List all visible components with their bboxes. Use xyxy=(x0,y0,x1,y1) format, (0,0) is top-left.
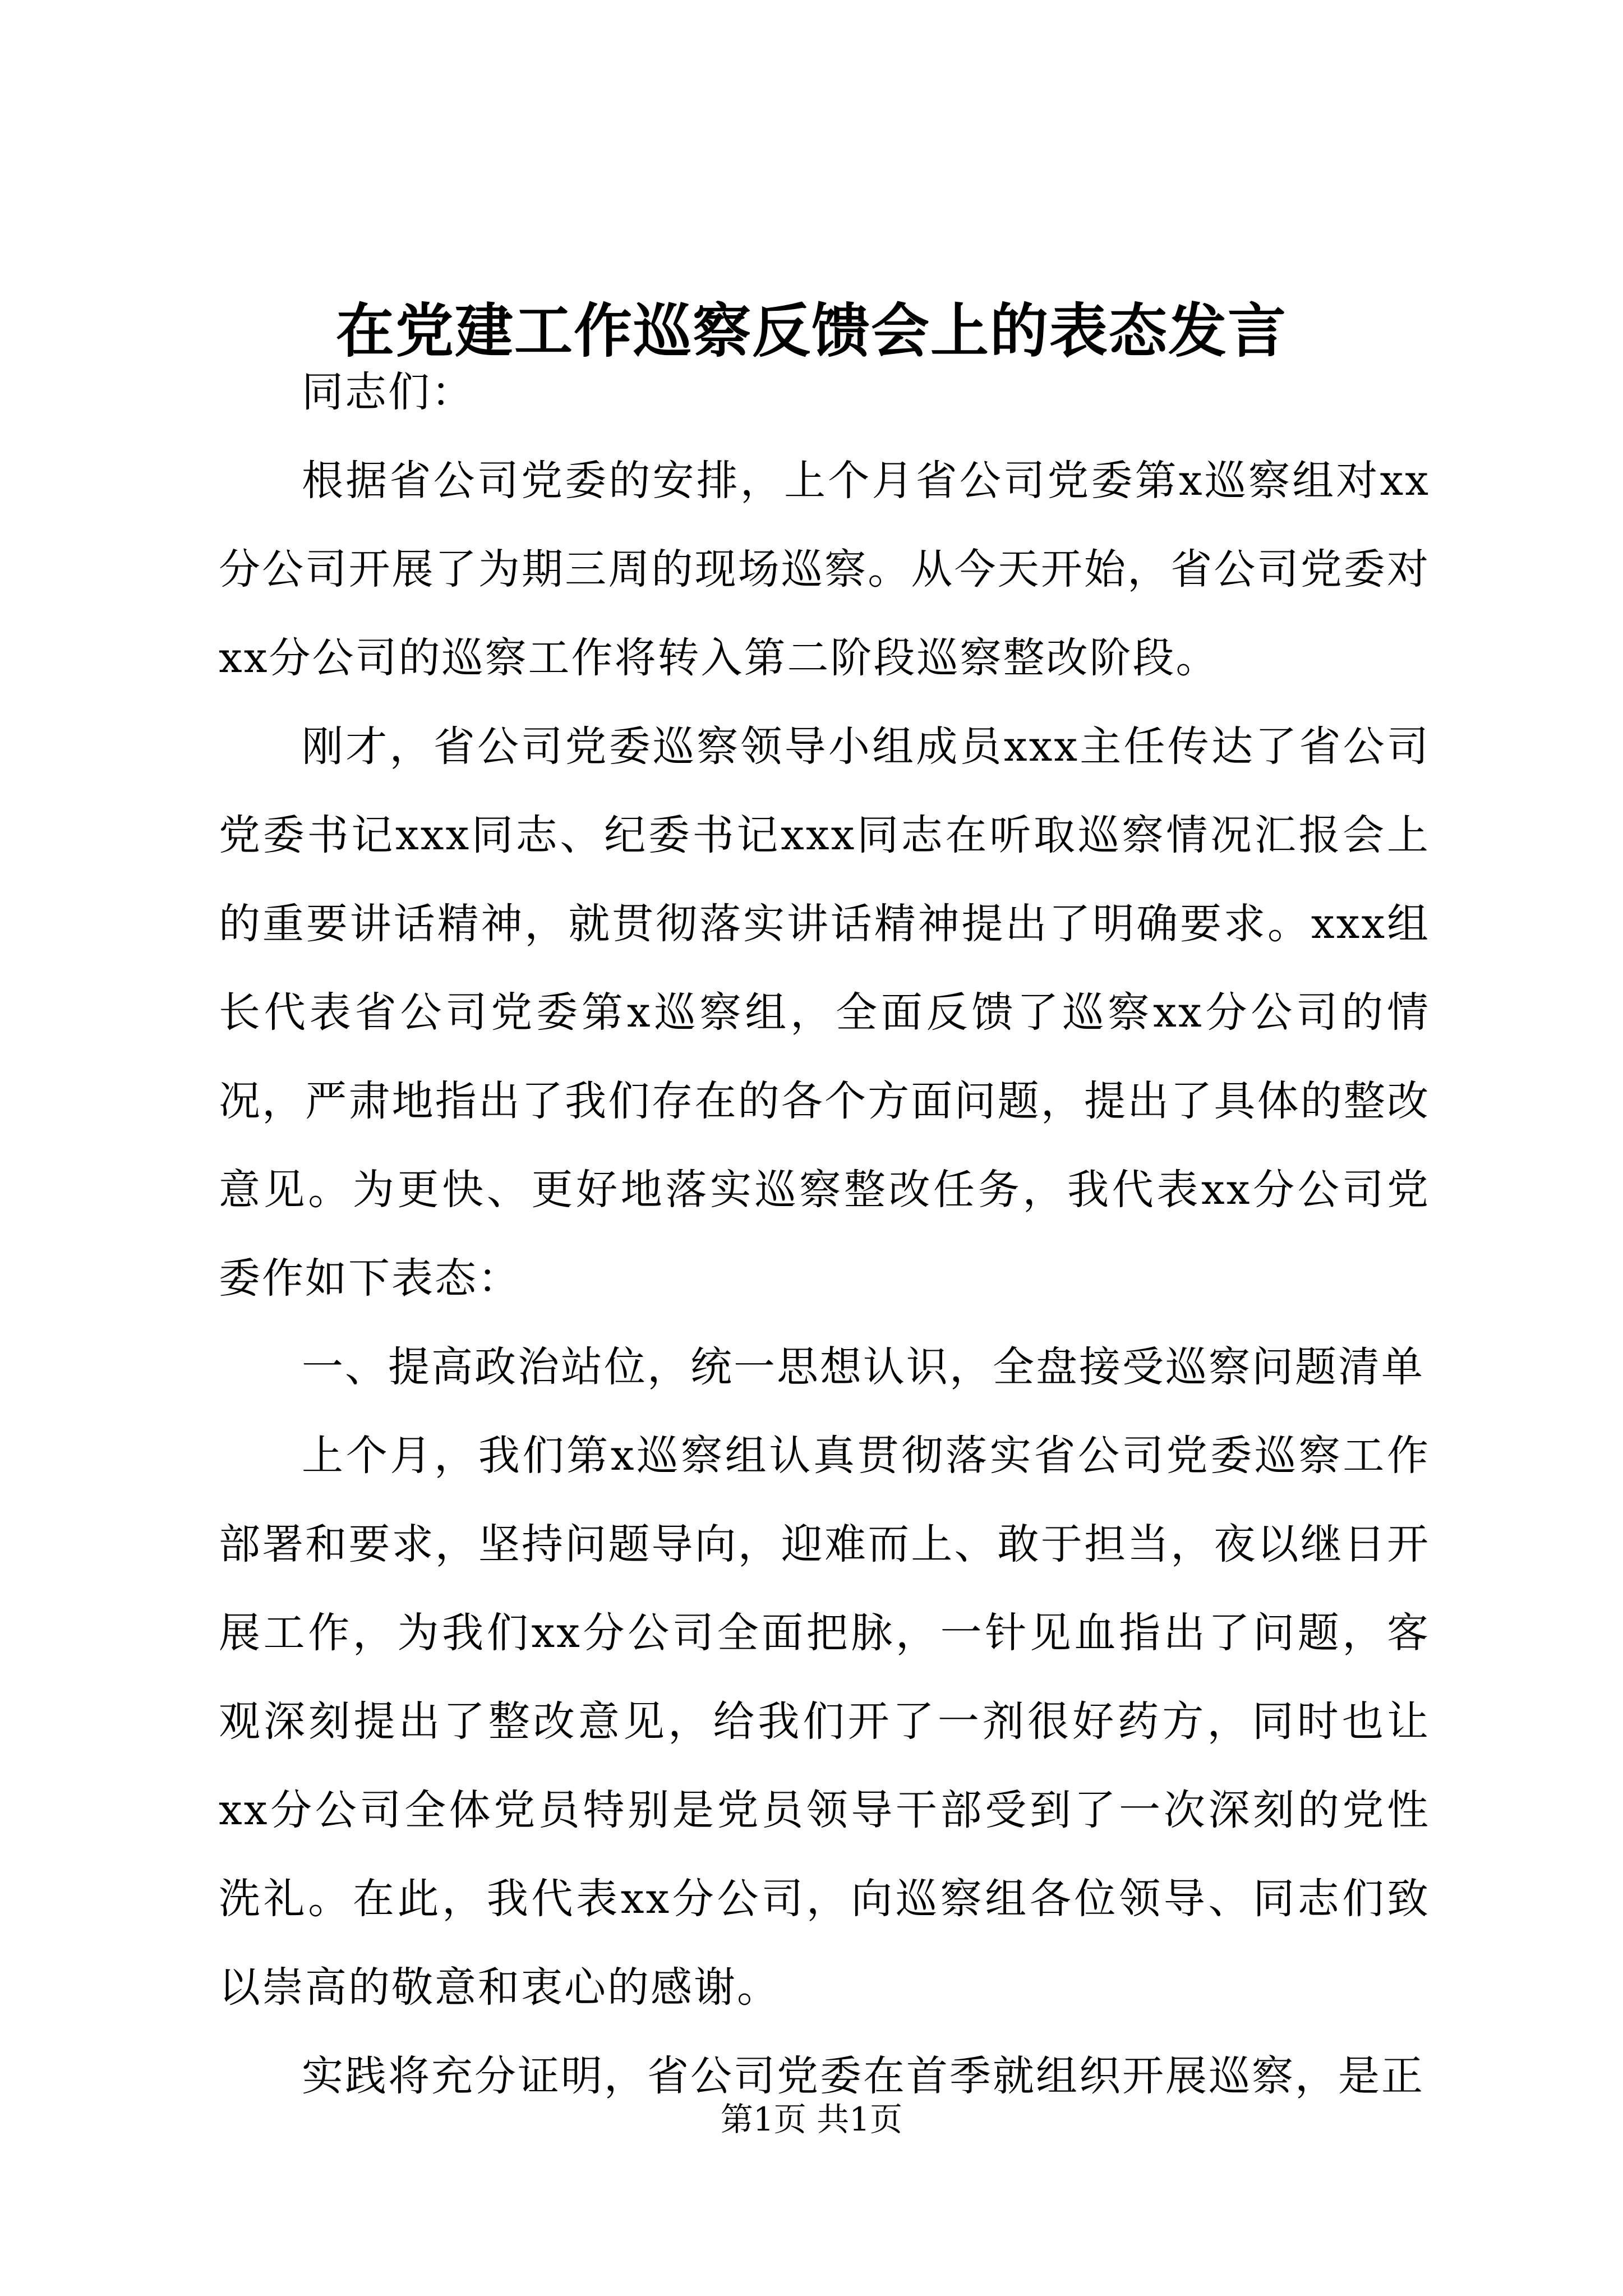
paragraph-2: 刚才，省公司党委巡察领导小组成员xxx主任传达了省公司党委书记xxx同志、纪委书记xxx同志在听取巡察情况汇报会上的重要讲话精神，就贯彻落实讲话精神提出了明确要求。xxx组长代表省公司党委第x巡察组，全面反馈了巡察xx分公司的情况，严肃地指出了我们存在的各个方面问题，提出了具体的整改意见。为更快、更好地落实巡察整改任务，我代表xx分公司党委作如下表态： xyxy=(219,723,1430,1303)
paragraph-salutation: 同志们： xyxy=(302,368,474,416)
section-heading-1: 一、提高政治站位，统一思想认识，全盘接受巡察问题清单 xyxy=(302,1343,1424,1391)
paragraph-1: 根据省公司党委的安排，上个月省公司党委第x巡察组对xx分公司开展了为期三周的现场巡察。从今天开始，省公司党委对xx分公司的巡察工作将转入第二阶段巡察整改阶段。 xyxy=(219,457,1430,682)
paragraph-4: 实践将充分证明，省公司党委在首季就组织开展巡察，是正 xyxy=(302,2052,1424,2100)
document-body xyxy=(219,348,1430,2120)
page-footer: 第1页 共1页 xyxy=(720,2100,903,2138)
paragraph-3: 上个月，我们第x巡察组认真贯彻落实省公司党委巡察工作部署和要求，坚持问题导向，迎难而上、敢于担当，夜以继日开展工作，为我们xx分公司全面把脉，一针见血指出了问题，客观深刻提出了整改意见，给我们开了一剂很好药方，同时也让xx分公司全体党员特别是党员领导干部受到了一次深刻的党性洗礼。在此，我代表xx分公司，向巡察组各位领导、同志们致以崇高的敬意和衷心的感谢。 xyxy=(219,1432,1430,2012)
document-title: 在党建工作巡察反馈会上的表态发言 xyxy=(335,296,1287,365)
